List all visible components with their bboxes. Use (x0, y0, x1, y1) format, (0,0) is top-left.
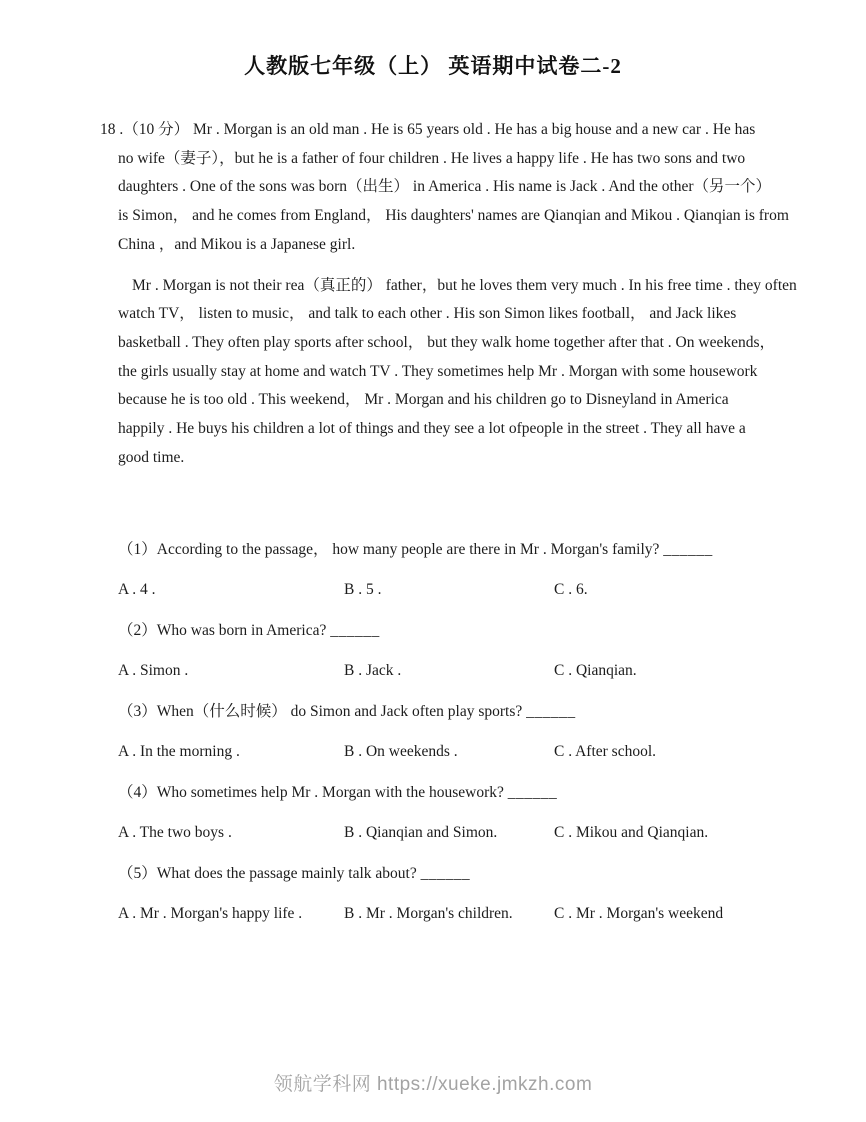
options-row (118, 661, 806, 681)
answer-blank: ______ (420, 865, 471, 883)
question-block (118, 540, 806, 600)
passage-line: 18 .（10 分） Mr . Morgan is an old man . He is 65 years old . He has a big house and a new car . He has (100, 121, 756, 138)
passage-line: because he is too old . This weekend， Mr . Morgan and his children go to Disneyland in America (118, 391, 729, 409)
question-prompt: （3）When（什么时候） do Simon and Jack often play sports? ______ (118, 703, 576, 721)
question-prompt: （1）According to the passage， how many people are there in Mr . Morgan's family? ______ (118, 541, 713, 559)
answer-blank: ______ (663, 541, 713, 559)
option-a: A . Simon . (118, 662, 189, 680)
option-b: B . 5 . (344, 581, 382, 599)
option-b: B . On weekends . (344, 743, 458, 761)
page-title: 人教版七年级（上） 英语期中试卷二-2 (244, 54, 622, 78)
option-a: A . Mr . Morgan's happy life . (118, 905, 303, 923)
question-block (118, 783, 806, 843)
question-block (118, 702, 806, 762)
passage-line: daughters . One of the sons was born（出生） in America . His name is Jack . And the other（另一个） (118, 178, 772, 196)
question-block (118, 621, 806, 681)
options-row (118, 904, 806, 924)
passage-paragraph-1 (100, 116, 796, 260)
option-a: A . The two boys . (118, 824, 232, 842)
answer-blank: ______ (526, 703, 576, 721)
passage-line: China ，and Mikou is a Japanese girl. (118, 235, 356, 253)
watermark-footer: 领航学科网 https://xueke.jmkzh.com (273, 1074, 593, 1095)
passage-line: Mr . Morgan is not their rea（真正的） father，but he loves them very much . In his free time . they often (132, 276, 797, 294)
option-c: C . Mr . Morgan's weekend (554, 905, 724, 923)
option-a: A . In the morning . (118, 743, 240, 761)
passage-line: good time. (118, 448, 185, 466)
option-c: C . After school. (554, 743, 657, 761)
passage-line: the girls usually stay at home and watch TV . They sometimes help Mr . Morgan with some housework (118, 362, 758, 380)
answer-blank: ______ (507, 784, 558, 802)
questions (118, 540, 806, 924)
passage-paragraph-2 (118, 272, 796, 473)
answer-blank: ______ (330, 622, 380, 640)
option-b: B . Mr . Morgan's children. (344, 905, 513, 923)
passage-line: basketball . They often play sports after school， but they walk home together after that . On weekends， (118, 333, 775, 351)
passage-line: happily . He buys his children a lot of things and they see a lot ofpeople in the street . They all have a (118, 420, 746, 438)
option-a: A . 4 . (118, 581, 156, 599)
options-row (118, 580, 806, 600)
options-row (118, 823, 806, 843)
question-prompt: （4）Who sometimes help Mr . Morgan with the housework? ______ (118, 784, 558, 802)
reading-passage (100, 116, 797, 472)
option-c: C . Qianqian. (554, 662, 637, 680)
passage-line: is Simon， and he comes from England， His daughters' names are Qianqian and Mikou . Qianqian is from (118, 207, 789, 225)
option-c: C . Mikou and Qianqian. (554, 824, 709, 842)
question-prompt: （5）What does the passage mainly talk about? ______ (118, 865, 471, 883)
option-b: B . Jack . (344, 662, 402, 680)
passage-line: no wife（妻子），but he is a father of four children . He lives a happy life . He has two sons and two (118, 149, 746, 167)
option-c: C . 6. (554, 581, 588, 599)
question-prompt: （2）Who was born in America? ______ (118, 622, 380, 640)
passage-line: watch TV， listen to music， and talk to each other . His son Simon likes football， and Jack likes (118, 305, 737, 323)
option-b: B . Qianqian and Simon. (344, 824, 498, 842)
options-row (118, 742, 806, 762)
question-block (118, 864, 806, 924)
